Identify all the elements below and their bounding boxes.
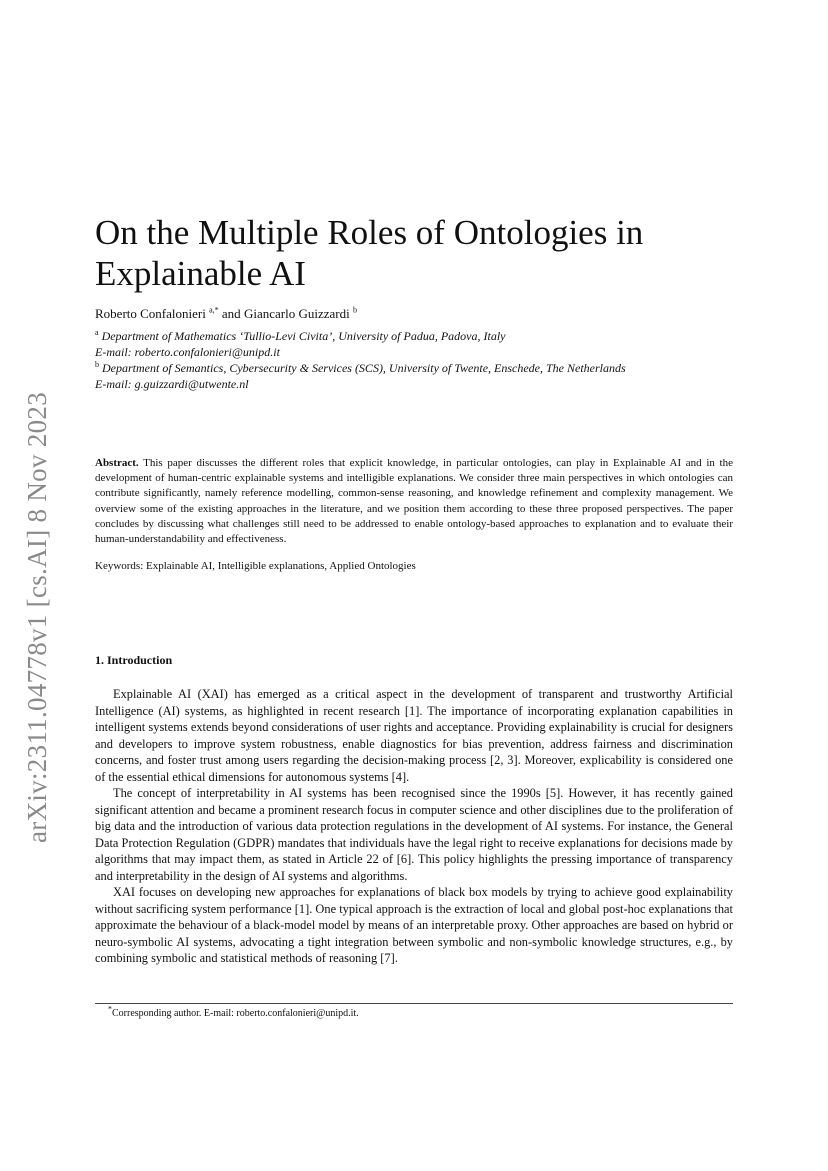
author-1-marker: a,*	[209, 305, 219, 315]
abstract-label: Abstract.	[95, 457, 139, 469]
footnote-rule	[95, 1003, 733, 1004]
affiliation-b-email: E-mail: g.guizzardi@utwente.nl	[95, 377, 249, 391]
affiliation-a	[95, 328, 733, 344]
author-2-marker: b	[352, 305, 357, 315]
affiliation-b-dept: Department of Semantics, Cybersecurity & Services (SCS), University of Twente, Enschede, The Netherlands	[102, 361, 626, 375]
author-1: Roberto Confalonieri	[95, 306, 206, 321]
affiliation-a-email: E-mail: roberto.confalonieri@unipd.it	[95, 345, 280, 359]
affiliation-b	[95, 360, 733, 376]
arxiv-stamp: arXiv:2311.04778v1 [cs.AI] 8 Nov 2023	[22, 391, 52, 843]
keywords: Keywords: Explainable AI, Intelligible explanations, Applied Ontologies	[95, 560, 416, 572]
footnote-marker: *	[108, 1004, 112, 1014]
section-heading: 1. Introduction	[95, 653, 173, 667]
paper-title	[95, 212, 733, 294]
affiliations	[95, 328, 733, 392]
abstract	[95, 456, 733, 547]
body-text	[95, 686, 733, 967]
affiliation-a-marker: a	[95, 328, 99, 337]
affiliation-a-dept: Department of Mathematics ‘Tullio-Levi Civita’, University of Padua, Padova, Italy	[101, 329, 506, 343]
title-line-1: On the Multiple Roles of Ontologies in	[95, 213, 644, 252]
footnote	[108, 1004, 728, 1019]
author-list	[95, 306, 733, 322]
author-separator: and	[218, 306, 244, 321]
footnote-text: Corresponding author. E-mail: roberto.confalonieri@unipd.it.	[112, 1008, 359, 1019]
affiliation-b-marker: b	[95, 360, 99, 369]
author-2: Giancarlo Guizzardi	[243, 306, 350, 321]
title-line-2: Explainable AI	[95, 254, 306, 293]
paragraph: The concept of interpretability in AI systems has been recognised since the 1990s [5]. However, it has recently gained significant attention and became a prominent research focus in computer science and other disciplines due to the proliferation of big data and the introduction of various data protection regulations in the development of AI systems. For instance, the General Data Protection Regulation (GDPR) mandates that individuals have the legal right to receive explanations for decisions made by algorithms that may impact them, as stated in Article 22 of [6]. This policy highlights the pressing importance of transparency and interpretability in the design of AI systems and algorithms.	[95, 786, 733, 883]
abstract-text: This paper discusses the different roles that explicit knowledge, in particular ontologies, can play in Explainable AI and in the development of human-centric explainable systems and intelligible explanations. We consider three main perspectives in which ontologies can contribute significantly, namely reference modelling, common-sense reasoning, and knowledge refinement and complexity management. We overview some of the existing approaches in the literature, and we position them according to these three proposed perspectives. The paper concludes by discussing what challenges still need to be addressed to enable ontology-based approaches to explanation and to evaluate their human-understandability and effectiveness.	[95, 457, 733, 546]
paragraph: XAI focuses on developing new approaches for explanations of black box models by trying to achieve good explainability without sacrificing system performance [1]. One typical approach is the extraction of local and global post-hoc explanations that approximate the behaviour of a black-model model by means of an interpretable proxy. Other approaches are based on hybrid or neuro-symbolic AI systems, advocating a tight integration between symbolic and non-symbolic knowledge structures, e.g., by combining symbolic and statistical methods of reasoning [7].	[95, 885, 733, 965]
paragraph: Explainable AI (XAI) has emerged as a critical aspect in the development of transparent and trustworthy Artificial Intelligence (AI) systems, as highlighted in recent research [1]. The importance of incorporating explanation capabilities in intelligent systems extends beyond considerations of user rights and acceptance. Providing explainability is crucial for designers and developers to improve system robustness, enable diagnostics for bias prevention, address fairness and discrimination concerns, and foster trust among users regarding the decision-making process [2, 3]. Moreover, explicability is considered one of the essential ethical dimensions for autonomous systems [4].	[95, 687, 733, 784]
